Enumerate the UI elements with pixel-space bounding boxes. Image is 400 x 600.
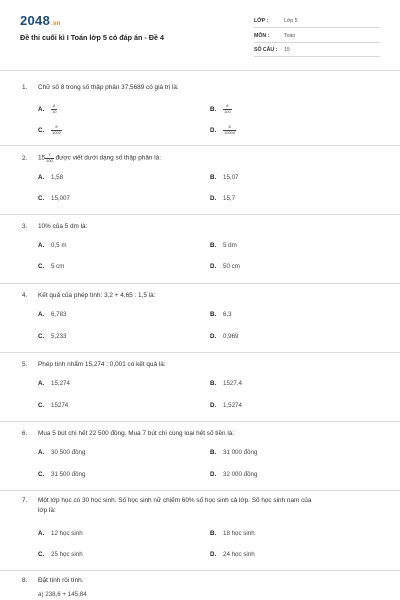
option-3a[interactable] — [38, 242, 66, 249]
numerator: 8 — [51, 125, 62, 131]
option-letter: D. — [210, 126, 217, 134]
option-letter: C. — [38, 402, 45, 409]
question-8-part-a — [38, 591, 87, 598]
option-text: 31 500 đồng — [51, 471, 86, 478]
option-1c[interactable] — [38, 125, 62, 135]
option-text: 1,58 — [51, 174, 64, 181]
option-5c[interactable] — [38, 402, 68, 409]
option-letter: B. — [210, 105, 217, 113]
denominator: 1000 — [52, 129, 61, 135]
question-number: 8. — [22, 577, 28, 584]
option-letter: D. — [210, 402, 217, 409]
question-number: 1. — [22, 84, 28, 91]
logo-text: 2048 — [20, 13, 51, 28]
option-2c[interactable] — [38, 195, 70, 202]
denominator: 100 — [224, 108, 231, 114]
meta-class-value: Lớp 5 — [284, 18, 298, 24]
question-prefix: 15 — [38, 154, 46, 162]
option-text: 0,5 m — [51, 242, 67, 249]
option-text: 32 000 đồng — [223, 471, 258, 478]
meta-count — [254, 43, 380, 57]
meta-count-value: 15 — [284, 47, 290, 53]
option-text: 5 dm — [223, 242, 237, 249]
option-letter: D. — [210, 471, 217, 478]
option-text: 1527,4 — [223, 380, 242, 387]
option-letter: D. — [210, 551, 217, 558]
numerator: 8 — [51, 104, 57, 110]
sub-question-text: a) 238,6 + 145,84 — [38, 591, 87, 598]
option-text: 0,969 — [223, 333, 239, 340]
divider — [0, 421, 400, 422]
option-text: 15274 — [51, 402, 69, 409]
question-1 — [22, 84, 179, 91]
meta-subject — [254, 29, 380, 43]
option-3d[interactable] — [210, 263, 240, 270]
divider — [0, 283, 400, 284]
numerator: 7 — [45, 153, 54, 159]
option-letter: B. — [210, 380, 217, 387]
option-text: 5 cm — [51, 263, 65, 270]
option-letter: C. — [38, 333, 45, 340]
divider — [0, 70, 400, 71]
option-7a[interactable] — [38, 530, 83, 537]
question-7 — [22, 496, 382, 516]
option-letter: C. — [38, 551, 45, 558]
question-4 — [22, 292, 155, 299]
option-letter: A. — [38, 105, 45, 113]
divider — [0, 214, 400, 215]
option-text: 15,274 — [51, 380, 70, 387]
option-6c[interactable] — [38, 471, 85, 478]
option-4c[interactable] — [38, 333, 66, 340]
option-7c[interactable] — [38, 551, 83, 558]
question-number: 7. — [22, 497, 28, 504]
header — [0, 0, 400, 62]
question-number: 5. — [22, 361, 28, 368]
option-text: 50 cm — [223, 263, 240, 270]
fraction — [45, 153, 54, 163]
question-6 — [22, 430, 234, 437]
meta-class-label: LỚP : — [254, 18, 269, 24]
question-text: Kết quả của phép tính: 3,2 + 4,65 : 1,5 là: — [38, 292, 156, 299]
option-letter: A. — [38, 449, 45, 456]
option-4b[interactable] — [210, 311, 232, 318]
question-text: 10% của 5 dm là: — [38, 223, 88, 230]
option-7b[interactable] — [210, 530, 255, 537]
option-letter: A. — [38, 242, 45, 249]
option-text: 15,007 — [51, 195, 70, 202]
option-5d[interactable] — [210, 402, 242, 409]
option-text: 15,7 — [223, 195, 236, 202]
divider — [0, 490, 400, 491]
option-1a[interactable] — [38, 104, 57, 114]
question-text: được viết dưới dạng số thập phân là: — [55, 154, 161, 162]
option-text: 1,5274 — [223, 402, 242, 409]
option-2a[interactable] — [38, 174, 63, 181]
denominator: 10000 — [224, 129, 236, 135]
question-text: Một lớp học có 30 học sinh. Số học sinh nữ chiếm 60% số học sinh cả lớp. Số học sinh nam của — [38, 497, 312, 504]
option-letter: D. — [210, 263, 217, 270]
question-text: Chữ số 8 trong số thập phân 37,5689 có giá trị là: — [38, 84, 179, 91]
logo-suffix: .vn — [51, 21, 61, 27]
option-2d[interactable] — [210, 195, 235, 202]
meta-subject-label: MÔN : — [254, 33, 270, 39]
question-3 — [22, 223, 87, 230]
divider — [0, 570, 400, 571]
option-letter: B. — [210, 174, 217, 181]
question-2 — [22, 153, 161, 163]
numerator: 8 — [223, 125, 236, 131]
divider — [0, 145, 400, 146]
option-text: 12 học sinh — [51, 530, 83, 537]
fraction — [51, 104, 57, 114]
option-5a[interactable] — [38, 380, 70, 387]
meta-class — [254, 14, 380, 28]
option-5b[interactable] — [210, 380, 242, 387]
question-number: 2. — [22, 154, 28, 162]
fraction — [223, 104, 232, 114]
option-letter: C. — [38, 263, 45, 270]
option-text: 5,233 — [51, 333, 67, 340]
question-number: 4. — [22, 292, 28, 299]
question-text: Đặt tính rồi tính. — [38, 577, 84, 584]
option-letter: B. — [210, 242, 217, 249]
option-2b[interactable] — [210, 174, 238, 181]
denominator: 100 — [46, 157, 53, 163]
option-7d[interactable] — [210, 551, 255, 558]
option-text: 31 000 đồng — [223, 449, 258, 456]
option-letter: A. — [38, 380, 45, 387]
question-text: Phép tính nhẩm 15,274 : 0,001 có kết quả là: — [38, 361, 166, 368]
option-letter: A. — [38, 530, 45, 537]
option-6b[interactable] — [210, 449, 257, 456]
option-letter: C. — [38, 471, 45, 478]
option-letter: B. — [210, 449, 217, 456]
option-1d[interactable] — [210, 125, 236, 135]
meta-subject-value: Toán — [284, 33, 296, 39]
option-letter: A. — [38, 311, 45, 318]
option-text: 15,07 — [223, 174, 239, 181]
document-title: Đề thi cuối kì I Toán lớp 5 có đáp án - Đề 4 — [20, 33, 164, 42]
option-6a[interactable] — [38, 449, 85, 456]
option-letter: C. — [38, 195, 45, 202]
question-text-continued: lớp là: — [38, 507, 56, 514]
option-letter: D. — [210, 333, 217, 340]
numerator: 8 — [223, 104, 232, 110]
option-letter: D. — [210, 195, 217, 202]
fraction — [223, 125, 236, 135]
question-5 — [22, 361, 166, 368]
option-4d[interactable] — [210, 333, 238, 340]
option-letter: B. — [210, 311, 217, 318]
site-logo[interactable] — [20, 13, 61, 28]
option-letter: B. — [210, 530, 217, 537]
option-letter: C. — [38, 126, 45, 134]
option-4a[interactable] — [38, 311, 66, 318]
option-1b[interactable] — [210, 104, 232, 114]
denominator: 10 — [52, 108, 57, 114]
option-text: 24 học sinh — [223, 551, 255, 558]
option-letter: A. — [38, 174, 45, 181]
divider — [0, 352, 400, 353]
option-text: 6,783 — [51, 311, 67, 318]
option-text: 6,3 — [223, 311, 232, 318]
option-text: 25 học sinh — [51, 551, 83, 558]
option-3b[interactable] — [210, 242, 237, 249]
option-6d[interactable] — [210, 471, 257, 478]
meta-count-label: SỐ CÂU : — [254, 47, 278, 53]
fraction — [51, 125, 62, 135]
question-text: Mua 5 bút chì hết 22 500 đồng. Mua 7 bút chì cùng loại hết số tiền là: — [38, 430, 235, 437]
option-text: 18 học sinh — [223, 530, 255, 537]
question-8 — [22, 577, 83, 584]
option-3c[interactable] — [38, 263, 64, 270]
question-number: 6. — [22, 430, 28, 437]
question-number: 3. — [22, 223, 28, 230]
option-text: 30 500 đồng — [51, 449, 86, 456]
